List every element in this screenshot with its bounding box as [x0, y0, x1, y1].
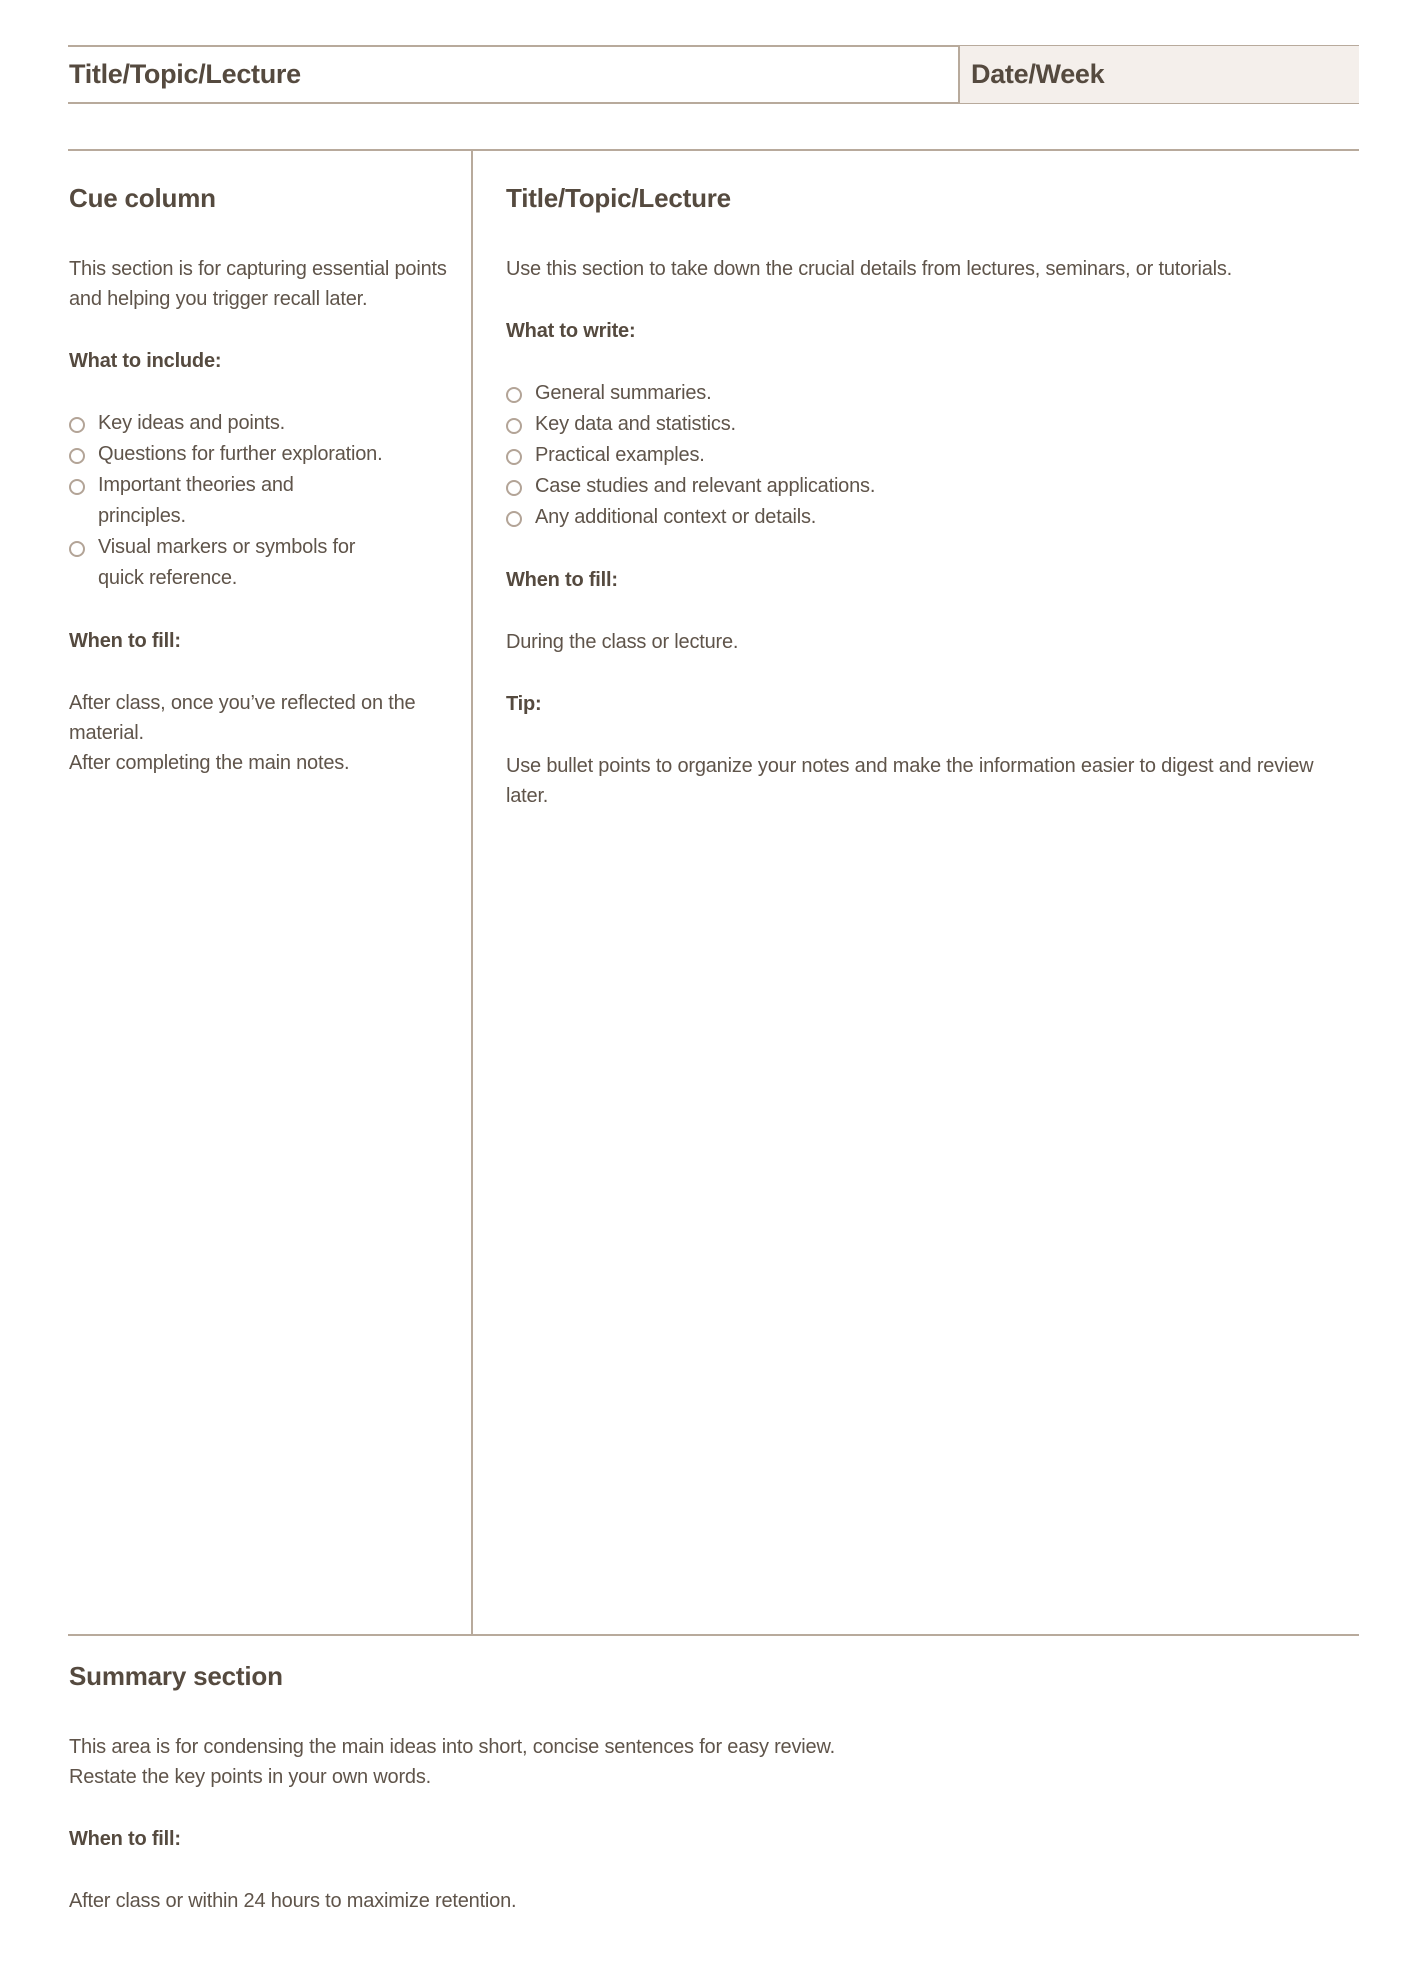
- notes-when-to-fill-label: When to fill:: [506, 569, 618, 591]
- column-divider: [471, 150, 473, 1635]
- tip-label: Tip:: [506, 693, 542, 715]
- tip-text: Use bullet points to organize your notes and make the information easier to digest and review later.: [506, 755, 1314, 807]
- cue-column[interactable]: [69, 180, 449, 778]
- cue-when-line: After class, once you’ve reflected on the material.: [69, 692, 416, 744]
- summary-section[interactable]: [69, 1658, 1349, 1916]
- notes-column-heading: Title/Topic/Lecture: [506, 183, 731, 213]
- list-item: Visual markers or symbols for quick reference.: [69, 532, 388, 594]
- summary-line: This area is for condensing the main ideas into short, concise sentences for easy review.: [69, 1736, 835, 1758]
- list-item: Practical examples.: [506, 440, 1346, 471]
- circle-bullet-icon: [506, 387, 522, 403]
- summary-when-to-fill-label: When to fill:: [69, 1828, 181, 1850]
- summary-heading: Summary section: [69, 1661, 283, 1691]
- notes-when-text: During the class or lecture.: [506, 631, 739, 653]
- list-item: Important theories and principles.: [69, 470, 348, 532]
- circle-bullet-icon: [506, 449, 522, 465]
- circle-bullet-icon: [69, 417, 85, 433]
- list-item: Questions for further exploration.: [69, 439, 449, 470]
- what-to-write-label: What to write:: [506, 320, 636, 342]
- list-item: General summaries.: [506, 378, 1346, 409]
- circle-bullet-icon: [69, 448, 85, 464]
- list-item: Case studies and relevant applications.: [506, 471, 1346, 502]
- list-item: Key ideas and points.: [69, 408, 449, 439]
- cue-when-to-fill-label: When to fill:: [69, 630, 181, 652]
- notes-column-description: Use this section to take down the crucial details from lectures, seminars, or tutorials.: [506, 258, 1233, 280]
- circle-bullet-icon: [69, 479, 85, 495]
- summary-when-text: After class or within 24 hours to maximize retention.: [69, 1890, 517, 1912]
- cue-when-line: After completing the main notes.: [69, 752, 350, 774]
- circle-bullet-icon: [506, 480, 522, 496]
- what-to-include-label: What to include:: [69, 350, 222, 372]
- cue-column-description: This section is for capturing essential points and helping you trigger recall later.: [69, 258, 447, 310]
- cue-column-heading: Cue column: [69, 183, 216, 213]
- cue-include-list: [69, 408, 449, 594]
- circle-bullet-icon: [69, 541, 85, 557]
- notes-top-rule: [68, 149, 1359, 151]
- list-item: Key data and statistics.: [506, 409, 1346, 440]
- circle-bullet-icon: [506, 511, 522, 527]
- date-week-field[interactable]: [958, 46, 1359, 103]
- list-item: Any additional context or details.: [506, 502, 1346, 533]
- notes-write-list: [506, 378, 1346, 533]
- summary-top-rule: [68, 1634, 1359, 1636]
- summary-line: Restate the key points in your own words.: [69, 1766, 431, 1788]
- header-title-field[interactable]: Title/Topic/Lecture: [69, 59, 301, 89]
- notes-column[interactable]: [506, 180, 1346, 811]
- date-week-label: Date/Week: [971, 59, 1105, 89]
- circle-bullet-icon: [506, 418, 522, 434]
